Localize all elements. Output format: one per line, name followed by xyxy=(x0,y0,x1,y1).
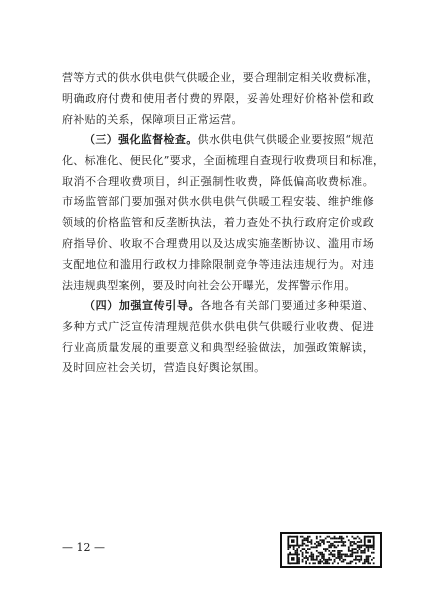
paragraph-line: 支配地位和滥用行政权力排除限制竞争等违法违规行为。对违 xyxy=(62,257,374,271)
paragraph-first-line xyxy=(62,130,374,151)
paragraph-line: 府指导价、收取不合理费用以及达成实施垄断协议、滥用市场 xyxy=(62,236,374,250)
paragraph-line: 及时回应社会关切，营造良好舆论氛围。 xyxy=(62,361,266,375)
paragraph-line: 多种方式广泛宣传清理规范供水供电供气供暖行业收费、促进 xyxy=(62,319,374,333)
section-heading: （四）加强宣传引导。 xyxy=(84,299,201,312)
page-number: — 12 — xyxy=(62,541,105,554)
paragraph-2 xyxy=(62,130,385,296)
paragraph-line: 取消不合理收费项目，纠正强制性收费，降低偏高收费标准。 xyxy=(62,174,374,188)
qr-code-pattern xyxy=(287,536,374,564)
paragraph-3 xyxy=(62,296,374,379)
paragraph-line-text: 供水供电供气供暖企业要按照“规范 xyxy=(197,133,374,146)
paragraph-first-line xyxy=(62,296,374,317)
paragraph-1 xyxy=(62,68,379,130)
paragraph-line: 府补贴的关系，保障项目正常运营。 xyxy=(62,112,243,126)
paragraph-line: 领域的价格监管和反垄断执法，着力查处不执行政府定价或政 xyxy=(62,216,374,230)
paragraph-line: 化、标准化、便民化”要求，全面梳理自查现行收费项目和标准， xyxy=(62,153,385,167)
paragraph-line: 法违规典型案例，要及时向社会公开曝光，发挥警示作用。 xyxy=(62,278,356,292)
paragraph-line: 营等方式的供水供电供气供暖企业，要合理制定相关收费标准， xyxy=(62,71,379,84)
paragraph-line: 行业高质量发展的重要意义和典型经验做法，加强政策解读， xyxy=(62,340,374,354)
paragraph-line: 明确政府付费和使用者付费的界限，妥善处理好价格补偿和政 xyxy=(62,91,374,105)
section-heading: （三）强化监督检查。 xyxy=(84,133,198,146)
paragraph-line: 市场监管部门要加强对供水供电供气供暖工程安装、维护维修 xyxy=(62,195,374,209)
paragraph-line-text: 各地各有关部门要通过多种渠道、 xyxy=(200,299,374,312)
qr-code xyxy=(280,532,382,568)
